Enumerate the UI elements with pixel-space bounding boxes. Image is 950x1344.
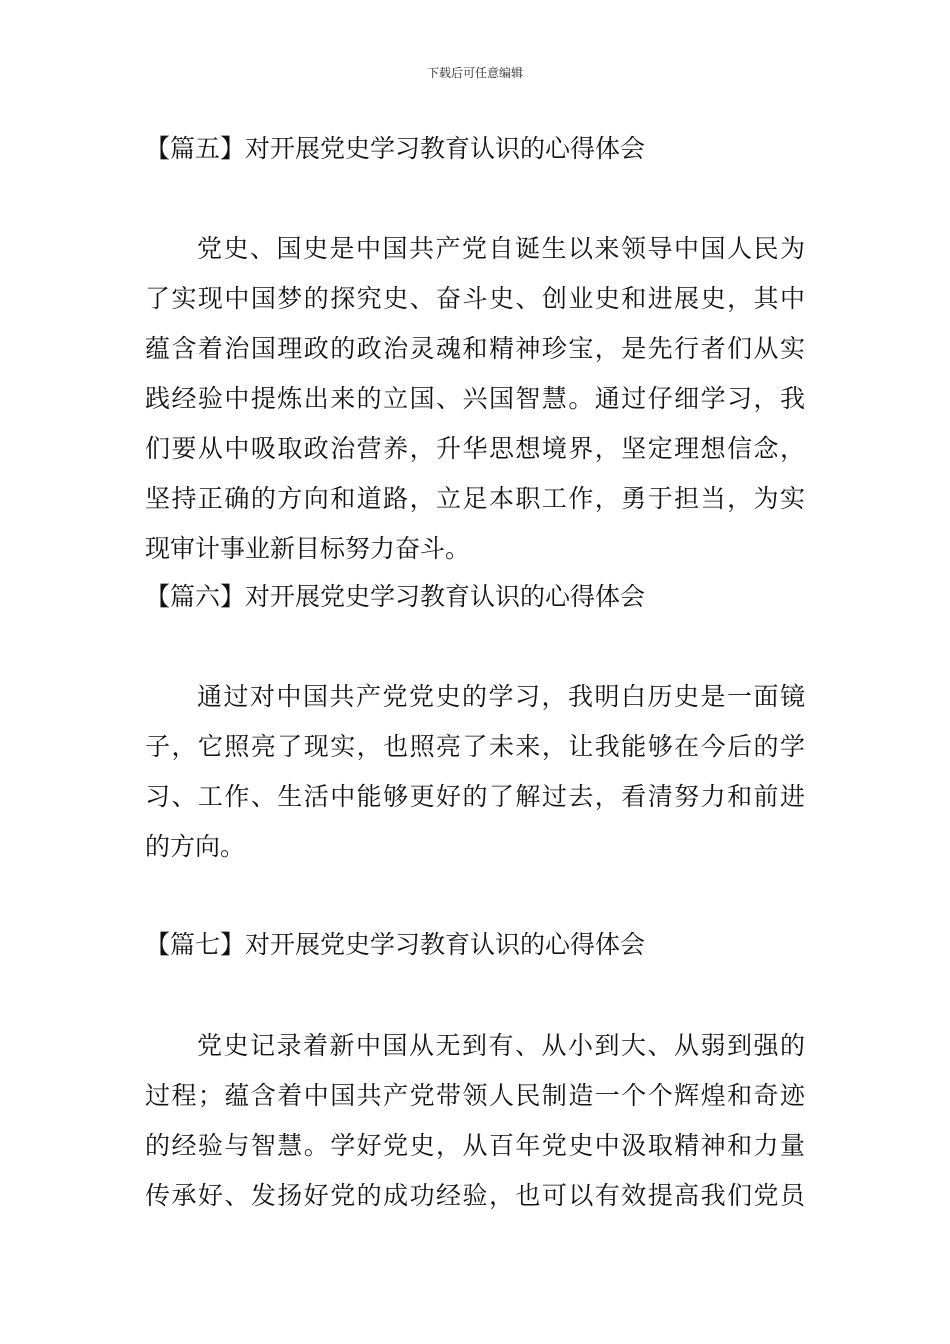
section-title-6: 【篇六】对开展党史学习教育认识的心得体会 (145, 582, 646, 611)
page-header: 下载后可任意编辑 (426, 66, 523, 80)
paragraph-line: 的方向。 (145, 832, 246, 861)
paragraph-line: 们要从中吸取政治营养，升华思想境界，坚定理想信念， (145, 434, 805, 463)
section-title-7: 【篇七】对开展党史学习教育认识的心得体会 (145, 930, 646, 959)
paragraph-line: 子，它照亮了现实，也照亮了未来，让我能够在今后的学 (145, 732, 805, 761)
section-title-5: 【篇五】对开展党史学习教育认识的心得体会 (145, 134, 646, 163)
paragraph-line: 党史记录着新中国从无到有、从小到大、从弱到强的 (197, 1031, 805, 1060)
paragraph-line: 了实现中国梦的探究史、奋斗史、创业史和进展史，其中 (145, 284, 805, 313)
paragraph-line: 传承好、发扬好党的成功经验，也可以有效提高我们党员 (145, 1181, 805, 1210)
paragraph-line: 坚持正确的方向和道路，立足本职工作，勇于担当，为实 (145, 484, 805, 513)
section-paragraph-5 (145, 224, 805, 574)
paragraph-line: 蕴含着治国理政的政治灵魂和精神珍宝，是先行者们从实 (145, 334, 805, 363)
paragraph-line: 过程；蕴含着中国共产党带领人民制造一个个辉煌和奇迹 (145, 1081, 805, 1110)
section-paragraph-7 (145, 1021, 805, 1221)
paragraph-line: 习、工作、生活中能够更好的了解过去，看清努力和前进 (145, 782, 805, 811)
paragraph-line: 践经验中提炼出来的立国、兴国智慧。通过仔细学习，我 (145, 384, 805, 413)
section-paragraph-6 (145, 672, 805, 872)
paragraph-line: 通过对中国共产党党史的学习，我明白历史是一面镜 (197, 682, 805, 711)
paragraph-line: 党史、国史是中国共产党自诞生以来领导中国人民为 (197, 234, 805, 263)
paragraph-line: 的经验与智慧。学好党史，从百年党史中汲取精神和力量 (145, 1131, 805, 1160)
paragraph-line: 现审计事业新目标努力奋斗。 (145, 534, 471, 563)
